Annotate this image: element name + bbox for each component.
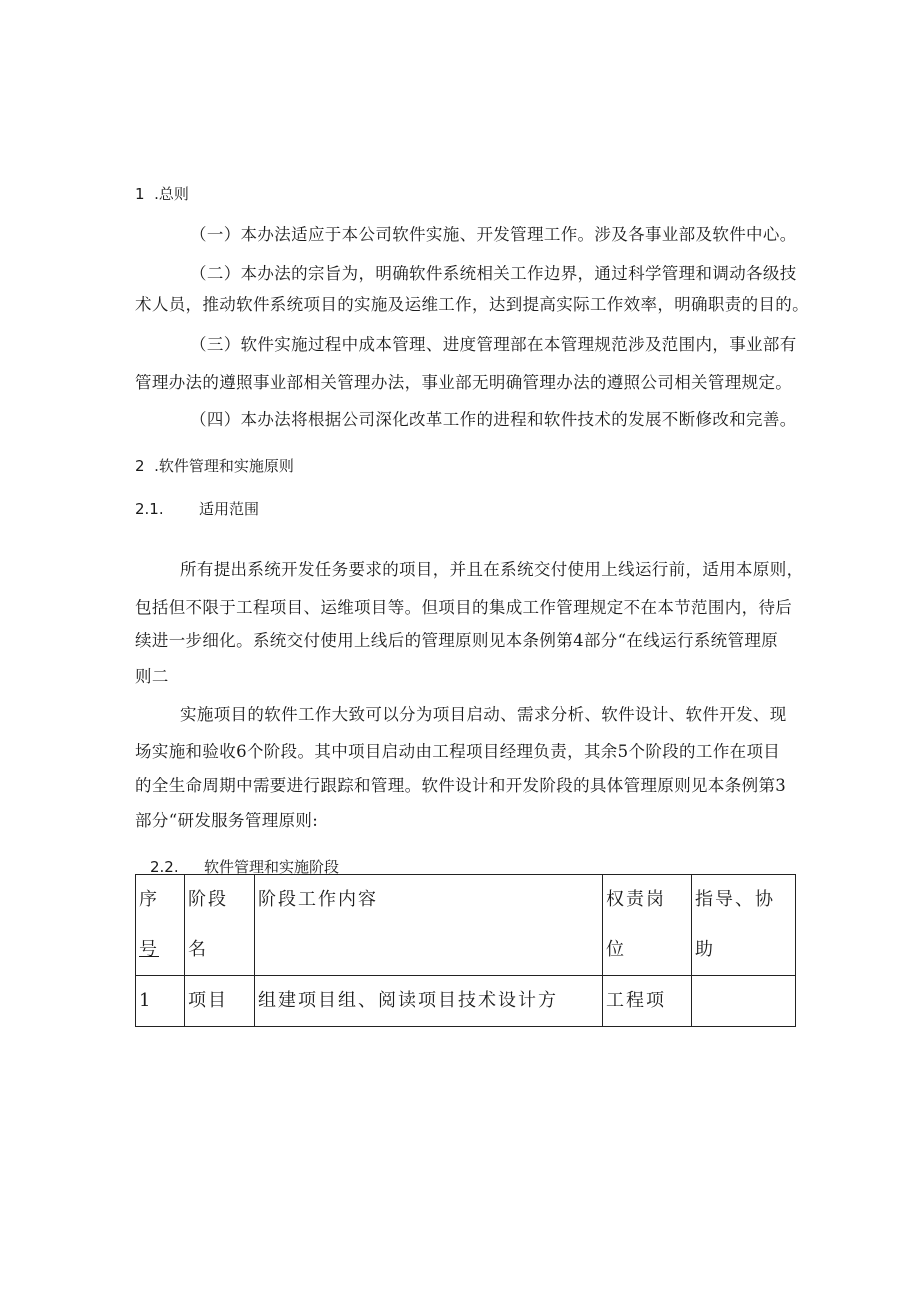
paragraph-6-line-1: 实施项目的软件工作大致可以分为项目启动、需求分析、软件设计、软件开发、现 [180, 705, 787, 724]
header-seq [136, 875, 185, 976]
row-1-guide [692, 976, 796, 1027]
paragraph-6-line-2: 场实施和验收6个阶段。其中项目启动由工程项目经理负责，其余5个阶段的工作在项目 [135, 742, 781, 761]
paragraph-4: （四）本办法将根据公司深化改革工作的进程和软件技术的发展不断修改和完善。 [190, 410, 797, 429]
row-1-content: 组建项目组、阅读项目技术设计方 [255, 976, 603, 1027]
row-1-seq: 1 [136, 976, 185, 1027]
header-stage-line-1: 阶段 [188, 889, 228, 910]
paragraph-5-line-2: 包括但不限于工程项目、运维项目等。但项目的集成工作管理规定不在本节范围内，待后 [135, 598, 793, 617]
header-stage-line-2: 名 [188, 939, 208, 960]
paragraph-5-line-4: 则二 [135, 667, 169, 686]
table-row [136, 976, 796, 1027]
section-2-1-heading [135, 498, 259, 519]
section-2-heading [135, 455, 294, 476]
section-2-1-title: 适用范围 [199, 500, 260, 518]
section-2-title: .软件管理和实施原则 [154, 457, 294, 475]
stage-table [135, 874, 796, 1027]
header-seq-line-2: 号 [139, 939, 159, 960]
header-content [255, 875, 603, 976]
header-seq-line-1: 序 [139, 889, 159, 910]
paragraph-1: （一）本办法适应于本公司软件实施、开发管理工作。涉及各事业部及软件中心。 [190, 225, 797, 244]
header-stage [185, 875, 255, 976]
header-guide-line-1: 指导、协 [695, 889, 775, 910]
paragraph-3-line-1: （三）软件实施过程中成本管理、进度管理部在本管理规范涉及范围内，事业部有 [190, 335, 797, 354]
section-1-heading [135, 183, 189, 204]
header-guide-line-2: 助 [695, 939, 715, 960]
paragraph-6-line-4: 部分“研发服务管理原则: [135, 811, 319, 830]
table-header-row [136, 875, 796, 976]
paragraph-6-line-3: 的全生命周期中需要进行跟踪和管理。软件设计和开发阶段的具体管理原则见本条例第3 [135, 776, 787, 795]
paragraph-5-line-3: 续进一步细化。系统交付使用上线后的管理原则见本条例第4部分“在线运行系统管理原 [135, 631, 779, 650]
section-1-number: 1 [135, 185, 145, 203]
row-1-role: 工程项 [603, 976, 692, 1027]
section-2-number: 2 [135, 457, 145, 475]
header-guide [692, 875, 796, 976]
row-1-stage: 项目 [185, 976, 255, 1027]
section-2-1-number: 2.1. [135, 500, 164, 518]
section-1-title: .总则 [154, 185, 189, 203]
paragraph-3-line-2: 管理办法的遵照事业部相关管理办法，事业部无明确管理办法的遵照公司相关管理规定。 [135, 373, 793, 392]
header-role-line-1: 权责岗 [606, 889, 666, 910]
section-2-2-number: 2.2. [150, 858, 179, 876]
header-role-line-2: 位 [606, 939, 626, 960]
header-role [603, 875, 692, 976]
paragraph-2-line-2: 术人员，推动软件系统项目的实施及运维工作，达到提高实际工作效率，明确职责的目的。 [135, 295, 809, 314]
paragraph-5-line-1: 所有提出系统开发任务要求的项目，并且在系统交付使用上线运行前，适用本原则， [180, 560, 804, 579]
header-content-line-1: 阶段工作内容 [258, 889, 378, 910]
paragraph-2-line-1: （二）本办法的宗旨为，明确软件系统相关工作边界，通过科学管理和调动各级技 [190, 264, 797, 283]
section-2-2-title: 软件管理和实施阶段 [204, 858, 340, 876]
